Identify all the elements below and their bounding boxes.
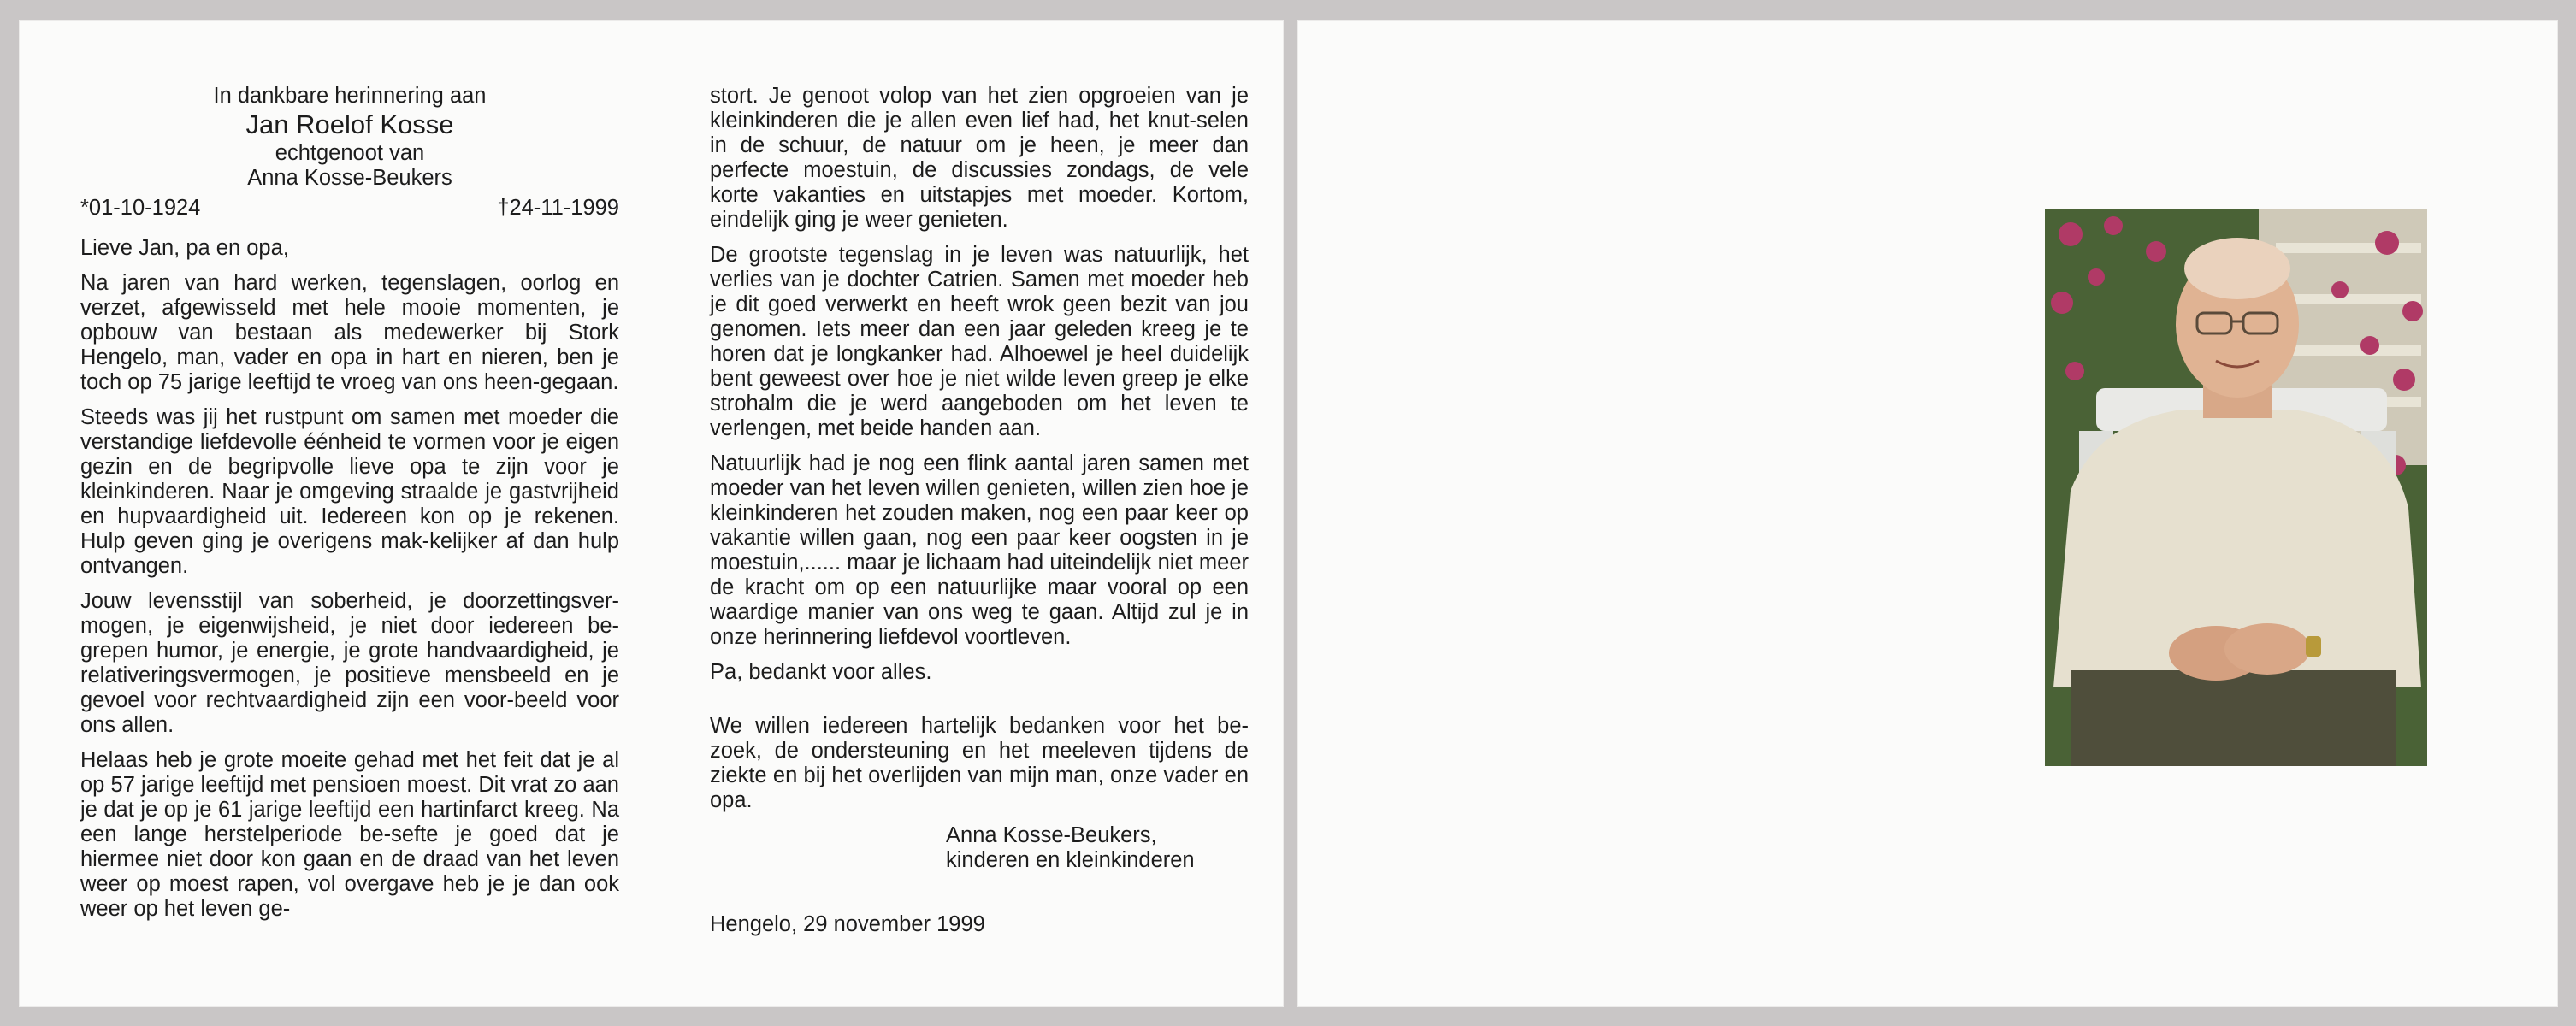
salutation: Lieve Jan, pa en opa, [80,236,289,260]
place-date: Hengelo, 29 november 1999 [710,912,985,936]
paragraph: Steeds was jij het rustpunt om samen met moeder die verstandige liefdevolle éénheid te vormen voor je eigen gezin en de begripvolle lieve opa te zijn voor je kleinkinderen. Naar je omgeving straalde je gastvrijheid en hupvaardigheid uit. Iedereen kon op je rekenen. Hulp geven ging je overigens mak-kelijker af dan hulp ontvangen. [80,405,619,578]
paragraph: Natuurlijk had je nog een flink aantal jaren samen met moeder van het leven willen genieten, willen zien hoe je kleinkinderen het zouden maken, nog een paar keer op vakantie willen gaan, nog een paar keer oogsten in je moestuin,...... maar je lichaam had uiteindelijk niet meer de kracht om op een natuurlijke maar vooral op een waardige manier van ons weg te gaan. Altijd zul je in onze herinnering liefdevol voortleven. [710,451,1249,649]
paragraph: stort. Je genoot volop van het zien opgroeien van je kleinkinderen die je allen even lief had, het knut-selen in de schuur, de natuur om je heen, je meer dan perfecte moestuin, de discussies zondags, de vele korte vakanties en uitstapjes met moeder. Kortom, eindelijk ging je weer genieten. [710,84,1249,232]
signature [710,823,1249,873]
signature-name: Anna Kosse-Beukers, [946,823,1157,847]
signoff: Pa, bedankt voor alles. [710,660,932,684]
intro-line: In dankbare herinnering aan [213,84,487,108]
memorial-card-text-page [19,20,1284,1007]
death-date: †24-11-1999 [497,196,619,220]
paragraph: Na jaren van hard werken, tegenslagen, oorlog en verzet, afgewisseld met hele mooie momenten, je opbouw van bestaan als medewerker bij Stork Hengelo, man, vader en opa in hart en nieren, ben je toch op 75 jarige leeftijd te vroeg van ons heen-gegaan. [80,271,619,394]
text-column-right [710,84,1249,937]
paragraph: De grootste tegenslag in je leven was natuurlijk, het verlies van je dochter Catrien. Samen met moeder heb je dit goed verwerkt en heeft wrok geen bezit van jou genomen. Iets meer dan een jaar geleden kreeg je te horen dat je longkanker had. Alhoewel je heel duidelijk bent geweest over hoe je niet wilde leven greep je elke strohalm die je werd aangeboden om het leven te verlengen, met beide handen aan. [710,243,1249,440]
life-dates [80,196,619,221]
relation-line: echtgenoot van [275,141,425,165]
signature-family: kinderen en kleinkinderen [946,848,1195,872]
memorial-card-photo-page [1297,20,2558,1007]
paragraph: Jouw levensstijl van soberheid, je doorzettingsver-mogen, je eigenwijsheid, je niet door iedereen be-grepen humor, je energie, je grote handvaardigheid, je relativeringsvermogen, je positieve mensbeeld en je gevoel voor rechtvaardigheid zijn een voor-beeld voor ons allen. [80,589,619,737]
spouse-name: Anna Kosse-Beukers [247,166,452,190]
text-column-left [80,84,619,932]
birth-date: *01-10-1924 [80,196,201,220]
deceased-name: Jan Roelof Kosse [245,109,454,139]
thanks-paragraph: We willen iedereen hartelijk bedanken voor het be-zoek, de ondersteuning en het meeleven tijdens de ziekte en bij het overlijden van mijn man, onze vader en opa. [710,714,1249,812]
paragraph: Helaas heb je grote moeite gehad met het feit dat je al op 57 jarige leeftijd met pensioen moest. Dit vrat zo aan je dat je op je 61 jarige leeftijd een hartinfarct kreeg. Na een lange herstelperiode be-sefte je goed dat je hiermee niet door kon gaan en de draad van het leven weer op moest rapen, vol overgave heb je je dan ook weer op het leven ge- [80,748,619,921]
portrait-photo [2045,209,2427,766]
